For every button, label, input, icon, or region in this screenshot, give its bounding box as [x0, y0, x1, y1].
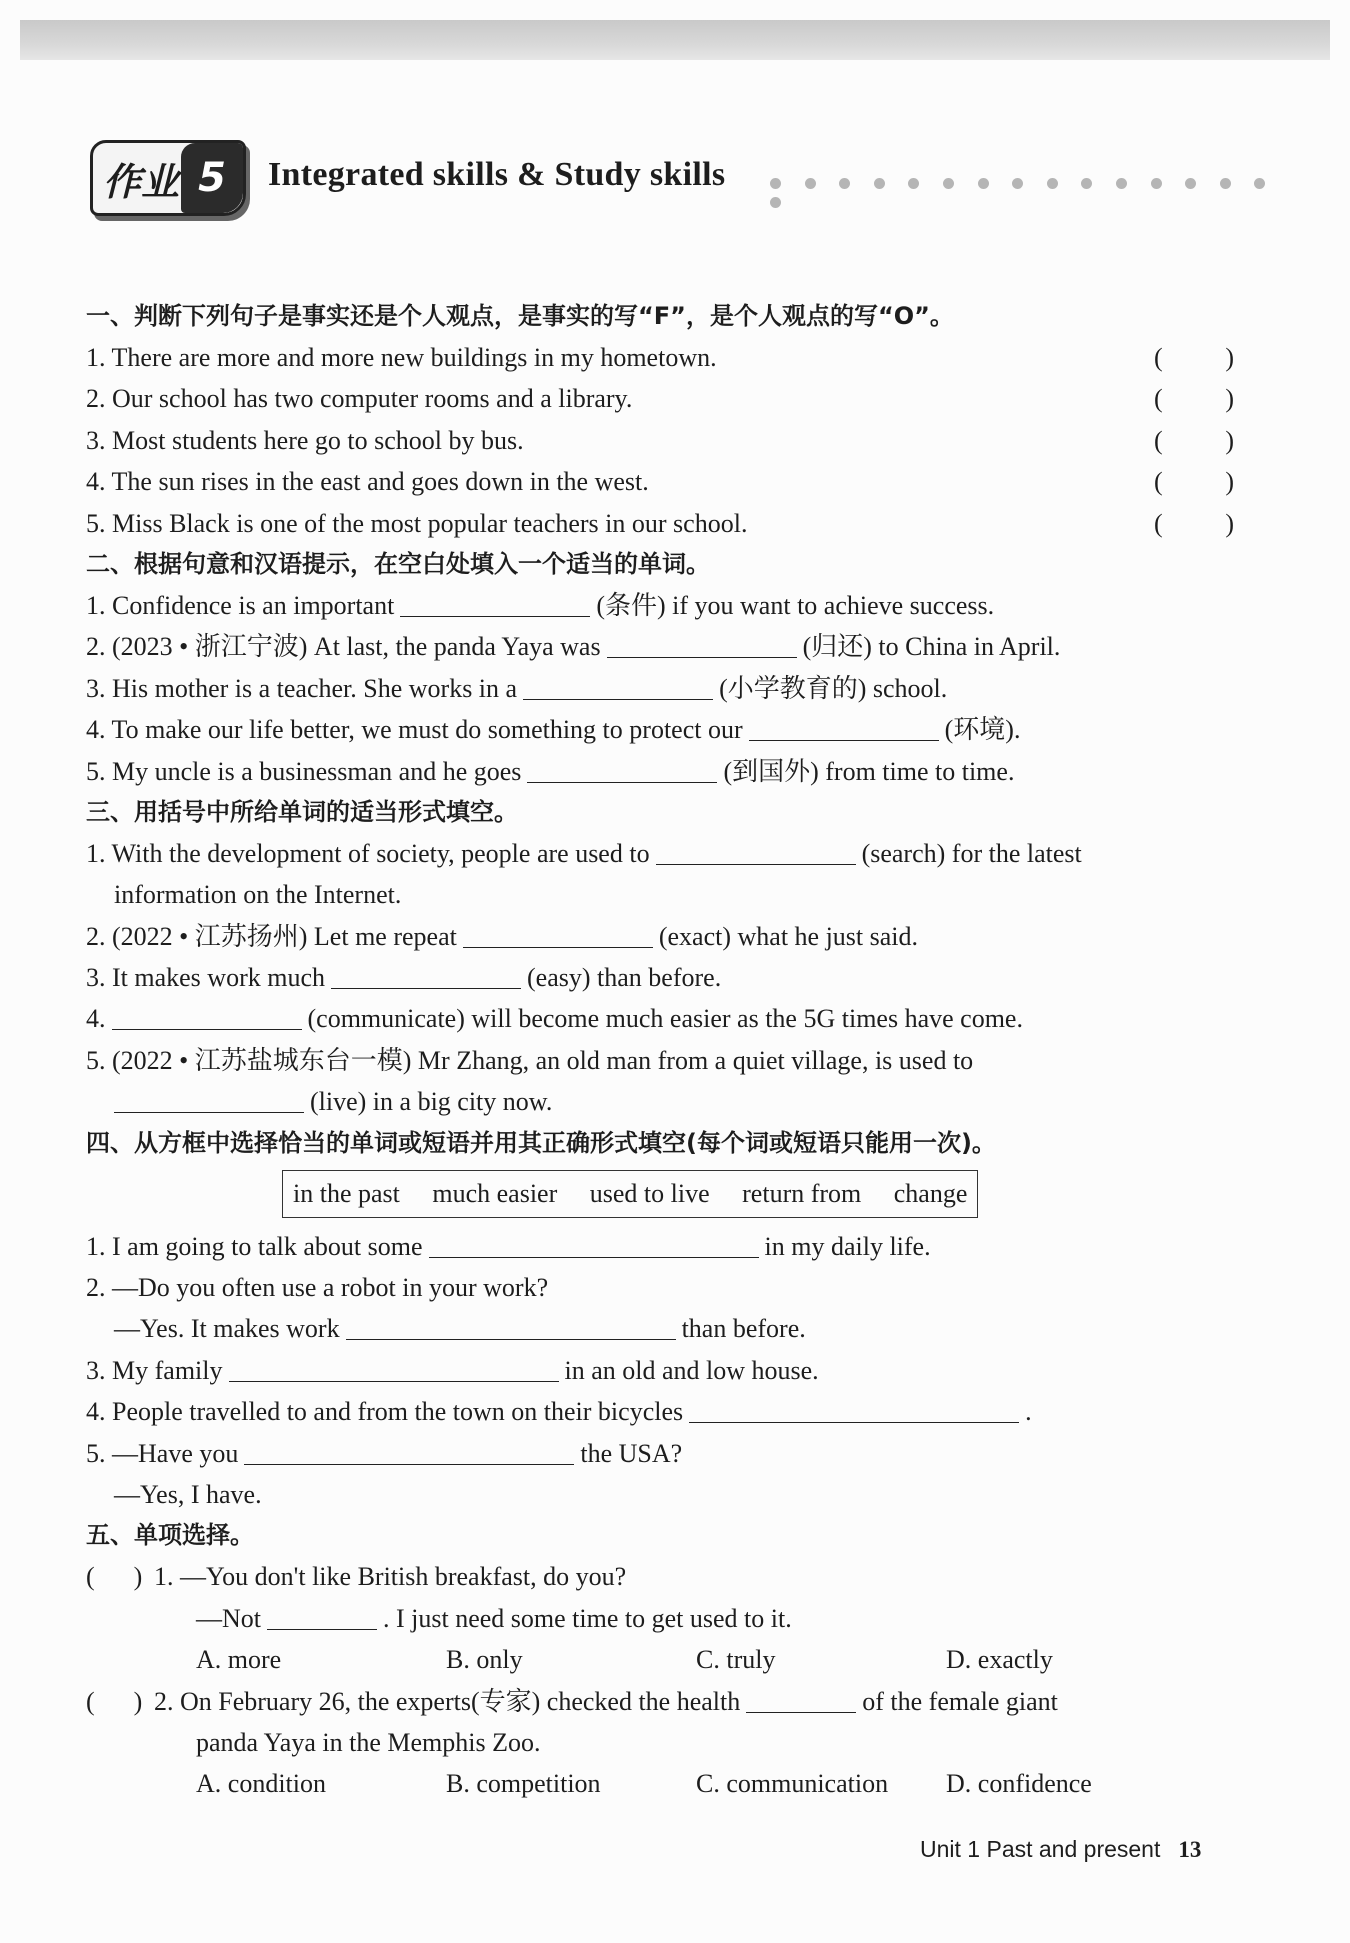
badge-label: 作业	[103, 160, 180, 204]
answer-blank[interactable]	[112, 1001, 302, 1030]
answer-paren[interactable]: ( )	[86, 1562, 143, 1592]
s3-item-5: 5. (2022 • 江苏盐城东台一模) Mr Zhang, an old man from a quiet village, is used to	[86, 1045, 974, 1075]
s3-item-2: 2. (2022 • 江苏扬州) Let me repeat (exact) what he just said.	[86, 916, 1240, 957]
answer-paren[interactable]: ( )	[1154, 467, 1234, 497]
word-option: return from	[742, 1178, 862, 1208]
answer-paren[interactable]: ( )	[1154, 508, 1234, 538]
mc-question-1-line2: —Not . I just need some time to get used to it.	[86, 1598, 1240, 1639]
answer-blank[interactable]	[749, 712, 939, 741]
answer-blank[interactable]	[527, 754, 717, 783]
word-box	[282, 1170, 978, 1218]
option-a[interactable]: A. condition	[196, 1769, 326, 1799]
option-d[interactable]: D. confidence	[946, 1769, 1092, 1799]
s4-item-5-reply: —Yes, I have.	[114, 1479, 262, 1509]
mc-question-2-options	[86, 1763, 1240, 1804]
s1-item-2: 2. Our school has two computer rooms and a library. ( )	[86, 378, 1240, 419]
decorative-dots	[770, 174, 1320, 188]
answer-paren[interactable]: ( )	[1154, 425, 1234, 455]
answer-blank[interactable]	[463, 919, 653, 948]
s4-item-3: 3. My family in an old and low house.	[86, 1350, 1240, 1391]
answer-blank[interactable]	[400, 588, 590, 617]
mc-question-1: ( ) 1. —You don't like British breakfast, do you?	[86, 1556, 1240, 1597]
option-c[interactable]: C. truly	[696, 1645, 776, 1675]
answer-paren[interactable]: ( )	[86, 1686, 143, 1716]
worksheet-body	[86, 296, 1240, 1805]
word-option: in the past	[293, 1178, 400, 1208]
s4-item-4: 4. People travelled to and from the town on their bicycles .	[86, 1391, 1240, 1432]
top-scan-band	[20, 20, 1330, 60]
option-b[interactable]: B. competition	[446, 1769, 601, 1799]
s3-item-1-cont: information on the Internet.	[114, 880, 402, 910]
s4-item-2: 2. —Do you often use a robot in your work?	[86, 1273, 549, 1303]
section-5-title: 五、单项选择。	[86, 1521, 254, 1550]
answer-blank[interactable]	[607, 629, 797, 658]
s1-item-3: 3. Most students here go to school by bus. ( )	[86, 420, 1240, 461]
mc-question-2: ( ) 2. On February 26, the experts(专家) checked the health of the female giant	[86, 1681, 1240, 1722]
option-a[interactable]: A. more	[196, 1645, 282, 1675]
worksheet-header	[90, 140, 1320, 220]
word-option: change	[893, 1178, 968, 1208]
s3-item-1: 1. With the development of society, people are used to (search) for the latest	[86, 833, 1240, 874]
word-option: used to live	[589, 1178, 710, 1208]
word-option: much easier	[432, 1178, 558, 1208]
section-2-title: 二、根据句意和汉语提示，在空白处填入一个适当的单词。	[86, 549, 710, 578]
answer-blank[interactable]	[331, 960, 521, 989]
answer-blank[interactable]	[346, 1311, 676, 1340]
s2-item-3: 3. His mother is a teacher. She works in a (小学教育的) school.	[86, 668, 1240, 709]
mc-question-2-cont: panda Yaya in the Memphis Zoo.	[196, 1727, 541, 1757]
answer-blank[interactable]	[523, 671, 713, 700]
s1-item-4: 4. The sun rises in the east and goes down in the west. ( )	[86, 461, 1240, 502]
option-b[interactable]: B. only	[446, 1645, 523, 1675]
word-box-row	[86, 1164, 1240, 1226]
s2-item-4: 4. To make our life better, we must do something to protect our (环境).	[86, 709, 1240, 750]
s3-item-5-cont: (live) in a big city now.	[86, 1081, 1240, 1122]
answer-blank[interactable]	[267, 1601, 377, 1630]
page-title: Integrated skills & Study skills	[268, 156, 726, 193]
s3-item-4: 4. (communicate) will become much easier as the 5G times have come.	[86, 998, 1240, 1039]
s2-item-1: 1. Confidence is an important (条件) if you want to achieve success.	[86, 585, 1240, 626]
s4-item-5: 5. —Have you the USA?	[86, 1433, 1240, 1474]
answer-blank[interactable]	[689, 1394, 1019, 1423]
s3-item-3: 3. It makes work much (easy) than before.	[86, 957, 1240, 998]
answer-blank[interactable]	[229, 1353, 559, 1382]
page-number: 13	[1178, 1837, 1202, 1862]
page-footer	[920, 1836, 1201, 1863]
s4-item-1: 1. I am going to talk about some in my daily life.	[86, 1226, 1240, 1267]
s2-item-2: 2. (2023 • 浙江宁波) At last, the panda Yaya was (归还) to China in April.	[86, 626, 1240, 667]
option-c[interactable]: C. communication	[696, 1769, 889, 1799]
unit-label: Unit 1 Past and present	[920, 1836, 1161, 1862]
option-d[interactable]: D. exactly	[946, 1645, 1053, 1675]
badge-number: 5	[181, 143, 243, 213]
answer-blank[interactable]	[429, 1229, 759, 1258]
s1-item-5: 5. Miss Black is one of the most popular teachers in our school. ( )	[86, 503, 1240, 544]
answer-paren[interactable]: ( )	[1154, 384, 1234, 414]
section-1-title: 一、判断下列句子是事实还是个人观点，是事实的写“F”，是个人观点的写“O”。	[86, 302, 954, 330]
section-3-title: 三、用括号中所给单词的适当形式填空。	[86, 797, 518, 826]
s4-item-2-reply: —Yes. It makes work than before.	[86, 1308, 1240, 1349]
homework-badge	[90, 140, 246, 216]
answer-blank[interactable]	[244, 1436, 574, 1465]
answer-blank[interactable]	[656, 836, 856, 865]
section-4-title: 四、从方框中选择恰当的单词或短语并用其正确形式填空(每个词或短语只能用一次)。	[86, 1128, 996, 1157]
s2-item-5: 5. My uncle is a businessman and he goes (到国外) from time to time.	[86, 751, 1240, 792]
answer-blank[interactable]	[746, 1684, 856, 1713]
answer-paren[interactable]: ( )	[1154, 343, 1234, 372]
answer-blank[interactable]	[114, 1084, 304, 1113]
mc-question-1-options	[86, 1639, 1240, 1680]
s1-item-1: 1. There are more and more new buildings in my hometown. ( )	[86, 337, 1240, 378]
